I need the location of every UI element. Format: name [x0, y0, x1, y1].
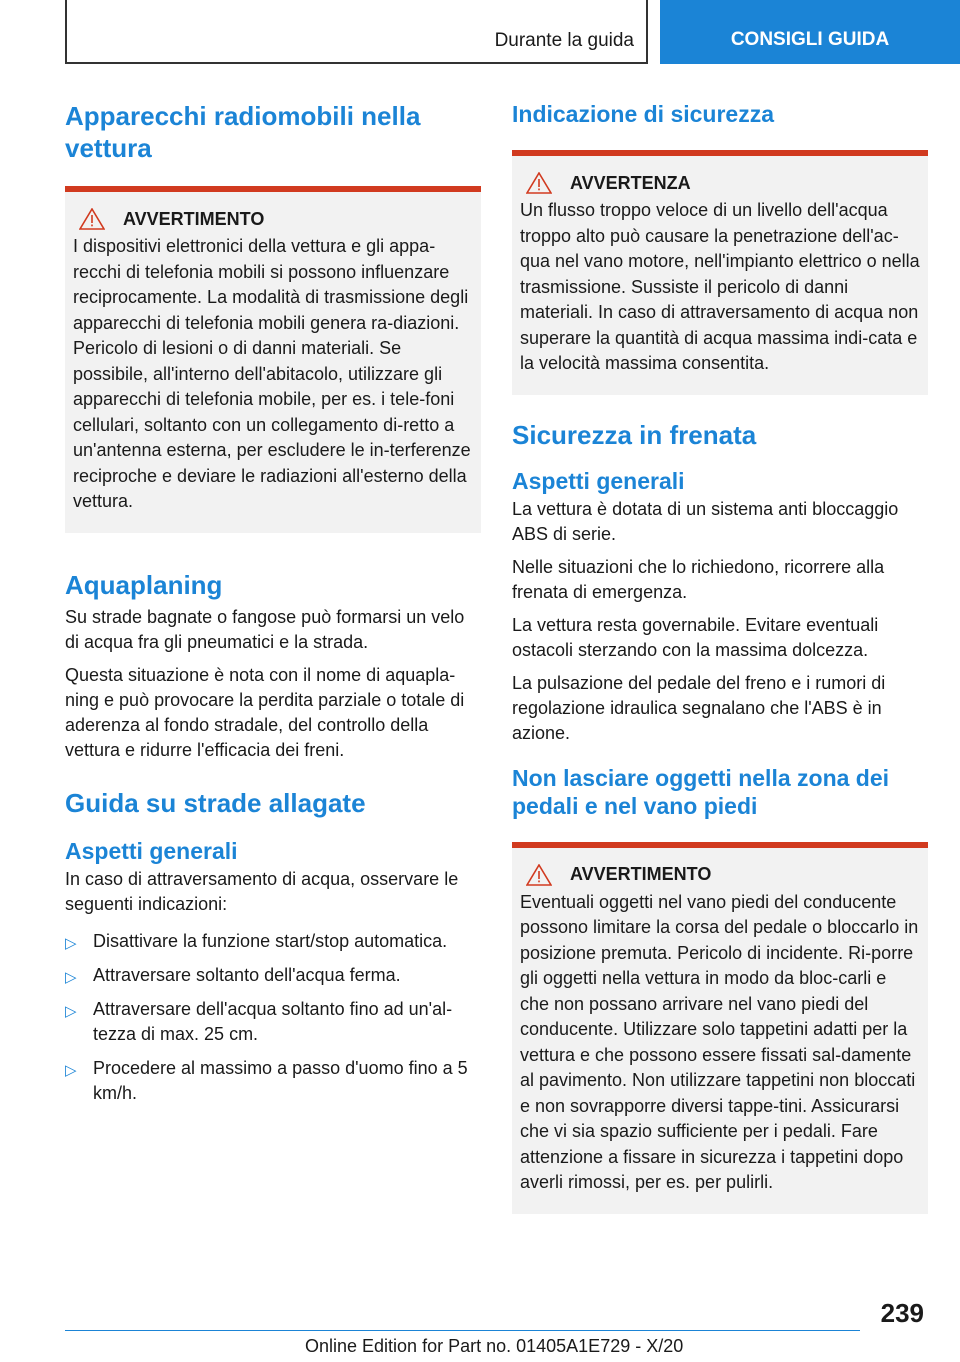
- page-number: 239: [880, 1298, 924, 1328]
- subheading-general: Aspetti generali: [512, 467, 685, 494]
- bullet-list: [65, 929, 481, 1106]
- warning-triangle-icon: [79, 208, 105, 230]
- footer-edition: Online Edition for Part no. 01405A1E729 - X/20: [305, 1336, 684, 1356]
- paragraph: La vettura resta governabile. Evitare eventuali ostacoli sterzando con la massima dolcezza.: [512, 614, 879, 660]
- list-item: ▷ Attraversare soltanto dell'acqua ferma.: [65, 963, 481, 988]
- triangle-bullet-icon: ▷: [65, 1002, 77, 1020]
- paragraph: Nelle situazioni che lo richiedono, ricorrere alla frenata di emergenza.: [512, 556, 885, 602]
- warning-triangle-icon: [526, 864, 552, 886]
- paragraph: La pulsazione del pedale del freno e i rumori di regolazione idraulica segnalano che l'ABS è in azione.: [512, 672, 886, 743]
- left-column: [65, 100, 481, 1115]
- right-column: [512, 100, 928, 1244]
- header-chapter-tab: [660, 0, 960, 64]
- triangle-bullet-icon: ▷: [65, 934, 77, 952]
- heading-flooded-roads: Guida su strade allagate: [65, 787, 366, 818]
- subheading-general: Aspetti generali: [65, 837, 238, 864]
- heading-brake-safety: Sicurezza in frenata: [512, 419, 757, 450]
- warning-text: Eventuali oggetti nel vano piedi del conducente possono limitare la corsa del pedale o bloccarlo in posizione premuta. Pericolo di incidente. Ri-porre gli oggetti nella vettura in modo da bloc-carli e che non possano arrivare nel vano piedi del conducente. Utilizzare solo tappetini adatti per la vettura e che possono essere fissati sal-damente al pavimento. Non utilizzare tappetini non bloccati e non sovrapporre diversi tappe-tini. Assicurarsi che vi sia spazio sufficiente per i pedali. Fare attenzione a fissare in sicurezza i tappetini dopo averli rimossi, per es. per pulirli.: [520, 891, 919, 1192]
- triangle-bullet-icon: ▷: [65, 968, 77, 986]
- warning-text: I dispositivi elettronici della vettura e gli appa-recchi di telefonia mobili si possono influenzare reciprocamente. La modalità di trasmissione degli apparecchi di telefonia mobili genera ra-diazioni. Pericolo di lesioni o di danni materiali. Se possibile, all'interno dell'abitacolo, utilizzare gli apparecchi di telefonia mobile, per es. i tele-foni cellulari, soltanto con un collegamento di-retto a un'antenna esterna, per escludere le in-terferenze reciproche e deviare le radiazioni all'esterno della vettura.: [73, 236, 471, 511]
- paragraph: Questa situazione è nota con il nome di aquapla-ning e può provocare la perdita parziale o totale di aderenza al fondo stradale, del controllo della vettura e ridurre l'efficacia dei freni.: [65, 664, 465, 760]
- heading-aquaplaning: Aquaplaning: [65, 569, 223, 600]
- header-section-title: Durante la guida: [494, 30, 634, 51]
- warning-triangle-icon: [526, 172, 552, 194]
- footer-divider: [65, 1330, 860, 1331]
- warning-title: AVVERTIMENTO: [73, 208, 473, 230]
- paragraph: La vettura è dotata di un sistema anti bloccaggio ABS di serie.: [512, 498, 899, 544]
- header-chapter-title: CONSIGLI GUIDA: [730, 29, 890, 50]
- list-item: ▷ Attraversare dell'acqua soltanto fino ad un'al-tezza di max. 25 cm.: [65, 998, 453, 1044]
- list-item: ▷ Procedere al massimo a passo d'uomo fino a 5 km/h.: [65, 1057, 468, 1103]
- heading-no-objects-pedals: Non lasciare oggetti nella zona dei pedali e nel vano piedi: [512, 764, 890, 819]
- triangle-bullet-icon: ▷: [65, 1061, 77, 1079]
- warning-box-objects: [512, 842, 928, 1214]
- heading-radio-devices: Apparecchi radiomobili nella vettura: [65, 101, 421, 163]
- warning-title: AVVERTENZA: [520, 172, 920, 194]
- paragraph: Su strade bagnate o fangose può formarsi un velo di acqua fra gli pneumatici e la strada.: [65, 606, 465, 652]
- warning-text: Un flusso troppo veloce di un livello dell'acqua troppo alto può causare la penetrazione dell'ac-qua nel vano motore, nell'impianto elettrico o nella trasmissione. Sussiste il pericolo di danni materiali. In caso di attraversamento di acqua non superare la quantità di acqua massima indi-cata e la velocità massima consentita.: [520, 200, 920, 373]
- heading-safety-note: Indicazione di sicurezza: [512, 101, 775, 127]
- list-item: ▷ Disattivare la funzione start/stop automatica.: [65, 929, 481, 954]
- header-section-box: [65, 0, 648, 64]
- paragraph: In caso di attraversamento di acqua, osservare le seguenti indicazioni:: [65, 868, 459, 914]
- warning-box-radio: [65, 186, 481, 533]
- warning-box-water: [512, 150, 928, 395]
- warning-title: AVVERTIMENTO: [520, 864, 920, 886]
